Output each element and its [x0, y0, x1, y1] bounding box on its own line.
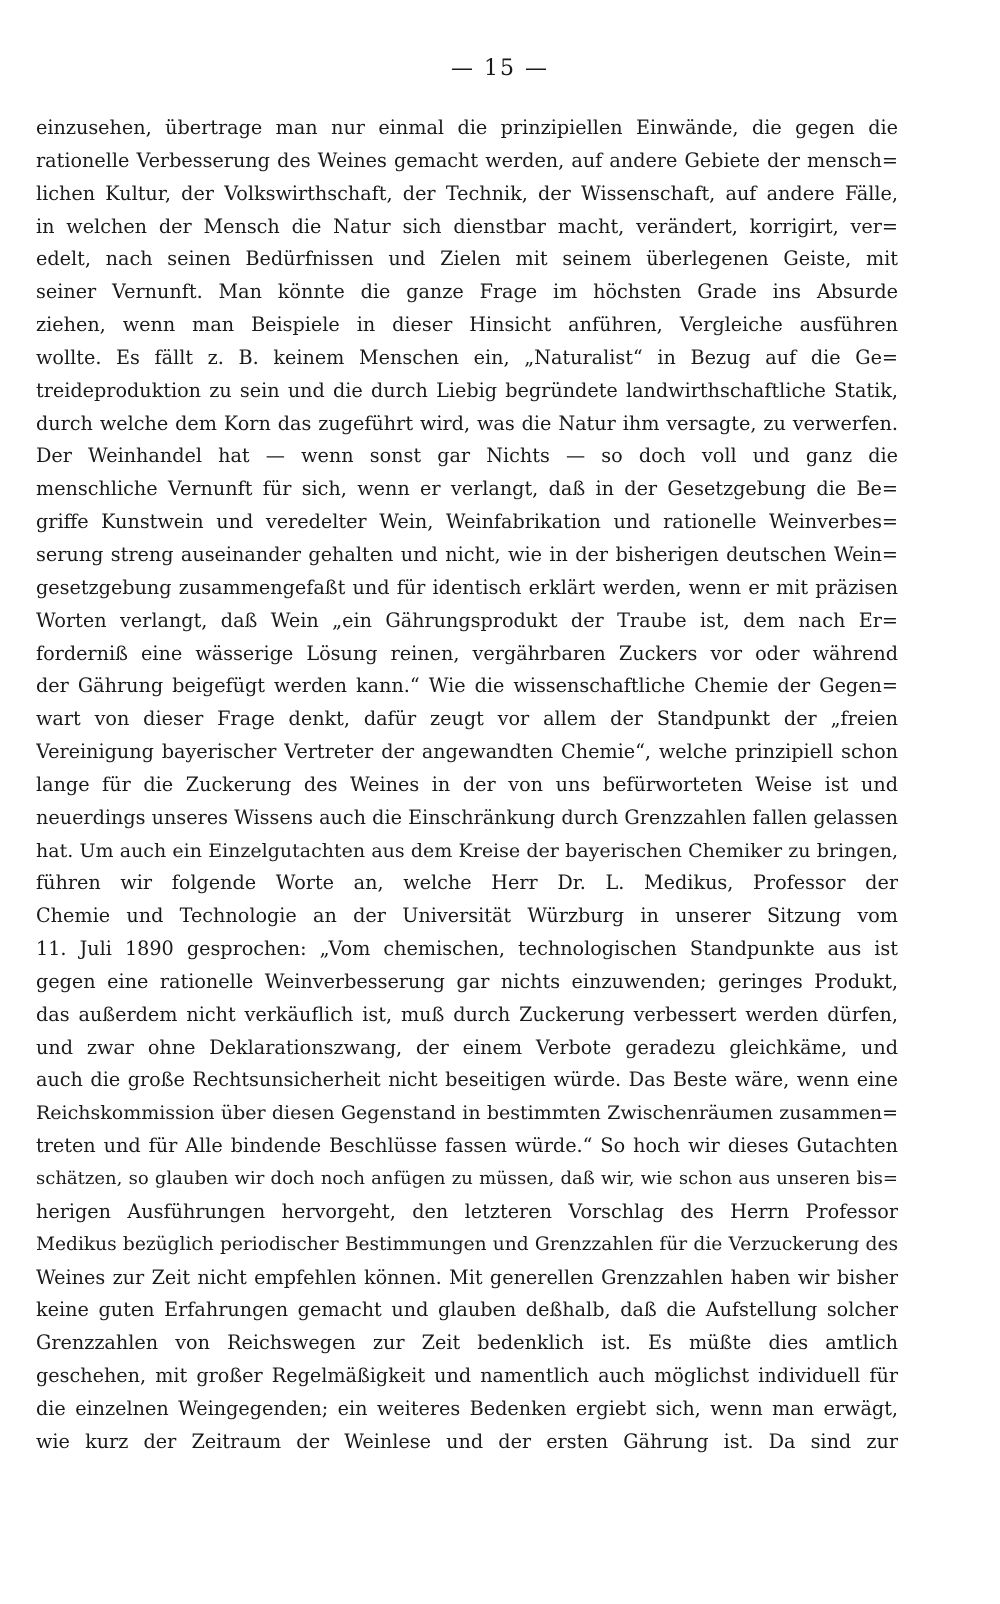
page-number: — 15 — [451, 56, 549, 81]
text-line: auch die große Rechtsunsicherheit nicht beseitigen würde. Das Beste wäre, wenn eine [36, 1068, 898, 1092]
text-line: edelt, nach seinen Bedürfnissen und Zielen mit seinem überlegenen Geiste, mit [36, 247, 898, 271]
body-text [36, 112, 898, 1459]
text-line: menschliche Vernunft für sich, wenn er verlangt, daß in der Gesetzgebung die Be= [36, 477, 898, 501]
text-line: keine guten Erfahrungen gemacht und glauben deßhalb, daß die Aufstellung solcher [36, 1298, 898, 1322]
text-line: rationelle Verbesserung des Weines gemacht werden, auf andere Gebiete der mensch= [36, 148, 898, 172]
text-line: lange für die Zuckerung des Weines in der von uns befürworteten Weise ist und [36, 772, 898, 796]
text-line: in welchen der Mensch die Natur sich dienstbar macht, verändert, korrigirt, ver= [36, 214, 898, 238]
text-line: treten und für Alle bindende Beschlüsse fassen würde.“ So hoch wir dieses Gutachten [36, 1134, 898, 1158]
text-line: Chemie und Technologie an der Universität Würzburg in unserer Sitzung vom [36, 904, 898, 928]
text-line: und zwar ohne Deklarationszwang, der einem Verbote geradezu gleichkäme, und [36, 1035, 898, 1059]
text-line: das außerdem nicht verkäuflich ist, muß durch Zuckerung verbessert werden dürfen, [36, 1002, 898, 1026]
text-line: Worten verlangt, daß Wein „ein Gährungsprodukt der Traube ist, dem nach Er= [36, 608, 898, 632]
text-line: hat. Um auch ein Einzelgutachten aus dem Kreise der bayerischen Chemiker zu bringen, [36, 839, 898, 862]
text-line: Reichskommission über diesen Gegenstand in bestimmten Zwischenräumen zusammen= [36, 1102, 898, 1125]
text-line: Grenzzahlen von Reichswegen zur Zeit bedenklich ist. Es müßte dies amtlich [36, 1331, 898, 1355]
text-line: durch welche dem Korn das zugeführt wird, was die Natur ihm versagte, zu verwerfen. [36, 411, 898, 435]
text-line: wie kurz der Zeitraum der Weinlese und der ersten Gährung ist. Da sind zur [36, 1429, 898, 1453]
text-line: neuerdings unseres Wissens auch die Einschränkung durch Grenzzahlen fallen gelassen [36, 805, 898, 829]
text-line: gegen eine rationelle Weinverbesserung gar nichts einzuwenden; geringes Produkt, [36, 969, 898, 993]
text-line: seiner Vernunft. Man könnte die ganze Frage im höchsten Grade ins Absurde [36, 280, 898, 304]
text-line: führen wir folgende Worte an, welche Herr Dr. L. Medikus, Professor der [36, 871, 898, 895]
text-line: wart von dieser Frage denkt, dafür zeugt vor allem der Standpunkt der „freien [36, 707, 898, 731]
text-line: forderniß eine wässerige Lösung reinen, vergährbaren Zuckers vor oder während [36, 641, 898, 665]
text-line: Der Weinhandel hat — wenn sonst gar Nichts — so doch voll und ganz die [36, 444, 898, 468]
text-line: die einzelnen Weingegenden; ein weiteres Bedenken ergiebt sich, wenn man erwägt, [36, 1396, 898, 1420]
text-line: Weines zur Zeit nicht empfehlen können. Mit generellen Grenzzahlen haben wir bisher [36, 1265, 898, 1289]
text-line: treideproduktion zu sein und die durch Liebig begründete landwirthschaftliche Statik, [36, 378, 898, 402]
text-line: lichen Kultur, der Volkswirthschaft, der Technik, der Wissenschaft, auf andere Fälle, [36, 181, 898, 205]
text-line: geschehen, mit großer Regelmäßigkeit und namentlich auch möglichst individuell für [36, 1364, 898, 1388]
text-line: Medikus bezüglich periodischer Bestimmungen und Grenzzahlen für die Verzuckerung des [36, 1233, 898, 1255]
text-line: 11. Juli 1890 gesprochen: „Vom chemischen, technologischen Standpunkte aus ist [36, 937, 898, 961]
text-line: ziehen, wenn man Beispiele in dieser Hinsicht anführen, Vergleiche ausführen [36, 313, 898, 337]
text-line: Vereinigung bayerischer Vertreter der angewandten Chemie“, welche prinzipiell schon [36, 740, 898, 764]
text-line: schätzen, so glauben wir doch noch anfügen zu müssen, daß wir, wie schon aus unseren bis= [36, 1168, 898, 1189]
text-line: herigen Ausführungen hervorgeht, den letzteren Vorschlag des Herrn Professor [36, 1199, 898, 1223]
text-line: serung streng auseinander gehalten und nicht, wie in der bisherigen deutschen Wein= [36, 542, 898, 566]
text-line: einzusehen, übertrage man nur einmal die prinzipiellen Einwände, die gegen die [36, 116, 898, 139]
text-line: wollte. Es fällt z. B. keinem Menschen ein, „Naturalist“ in Bezug auf die Ge= [36, 345, 898, 369]
text-line: gesetzgebung zusammengefaßt und für identisch erklärt werden, wenn er mit präzisen [36, 575, 898, 599]
text-line: der Gährung beigefügt werden kann.“ Wie die wissenschaftliche Chemie der Gegen= [36, 674, 898, 698]
text-line: griffe Kunstwein und veredelter Wein, Weinfabrikation und rationelle Weinverbes= [36, 510, 898, 534]
